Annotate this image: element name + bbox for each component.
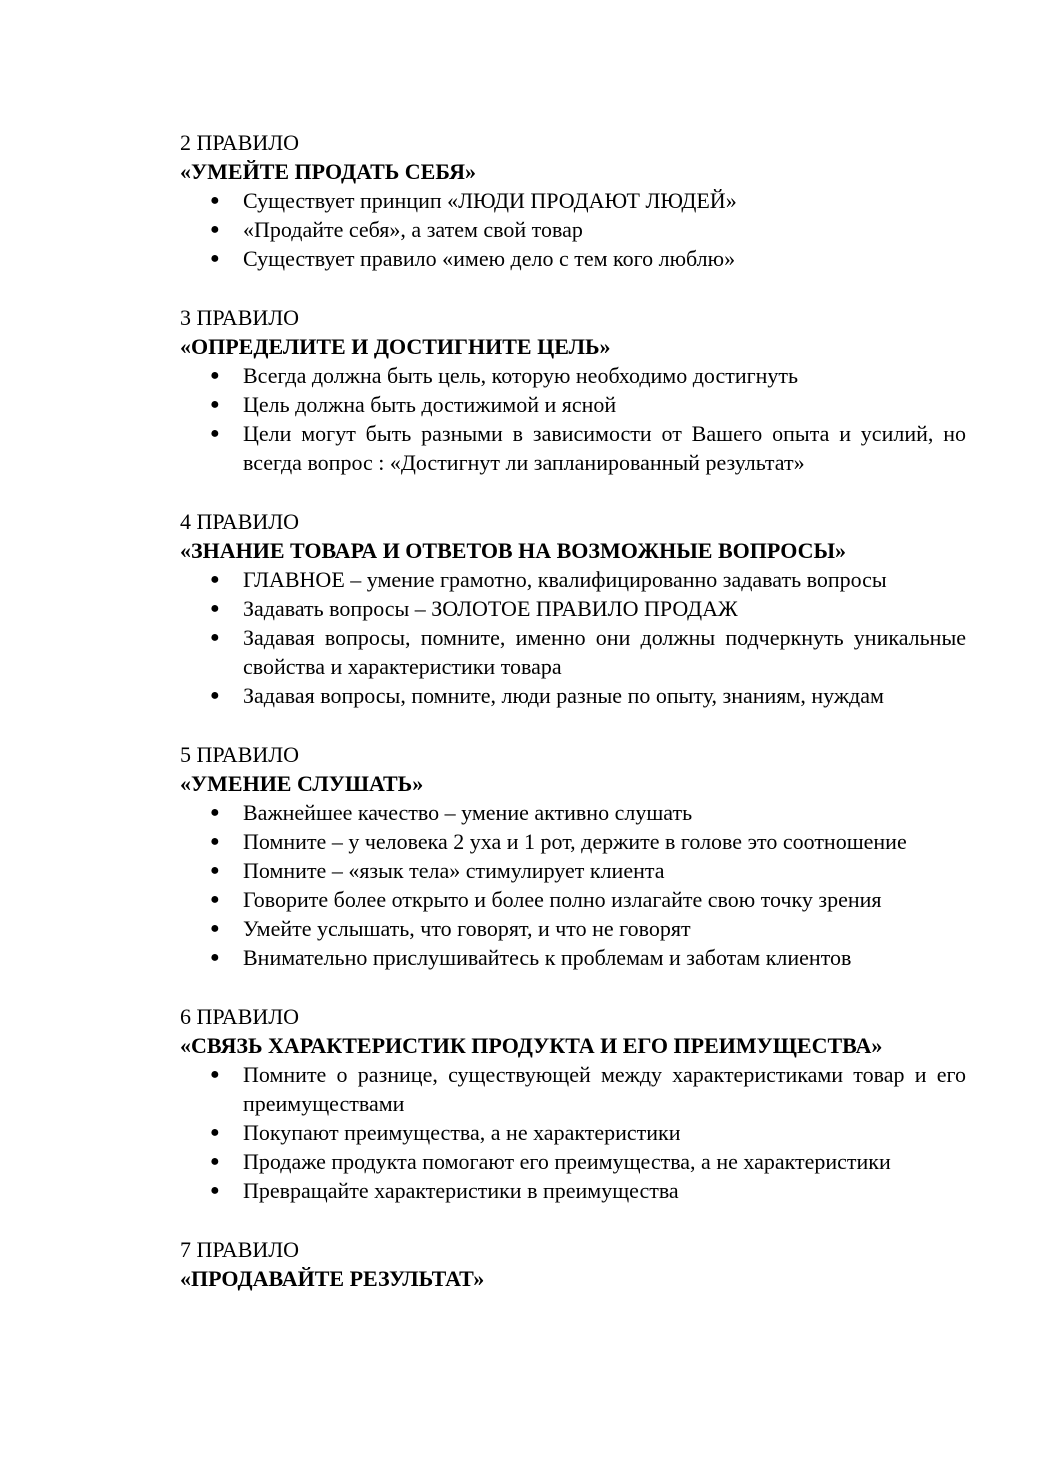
rule-title: «ОПРЕДЕЛИТЕ И ДОСТИГНИТЕ ЦЕЛЬ» — [180, 334, 611, 359]
rule-number: 5 ПРАВИЛО — [180, 742, 300, 767]
list-item: ● Задавая вопросы, помните, люди разные по опыту, знаниям, нуждам — [210, 683, 884, 708]
list-item: ● Покупают преимущества, а не характеристики — [210, 1120, 681, 1145]
bullet-icon: ● — [210, 221, 220, 238]
list-item: ● Важнейшее качество – умение активно слушать — [210, 800, 693, 825]
list-item: ● Внимательно прислушивайтесь к проблемам и заботам клиентов — [210, 945, 852, 970]
bullet-icon: ● — [210, 1153, 220, 1170]
bullet-icon: ● — [210, 425, 220, 442]
list-item: ● Цель должна быть достижимой и ясной — [210, 392, 617, 417]
list-item: ● Помните – у человека 2 уха и 1 рот, держите в голове это соотношение — [210, 829, 907, 854]
rule-2 — [180, 128, 966, 273]
rule-number: 7 ПРАВИЛО — [180, 1237, 300, 1262]
list-item: ● Задавая вопросы, помните, именно они должны подчеркнуть уникальные свойства и характеристики товара — [210, 625, 966, 679]
list-item: ● Говорите более открыто и более полно излагайте свою точку зрения — [210, 887, 882, 912]
bullet-icon: ● — [210, 833, 220, 850]
bullet-icon: ● — [210, 629, 220, 646]
bullet-icon: ● — [210, 367, 220, 384]
rule-title: «УМЕНИЕ СЛУШАТЬ» — [180, 771, 424, 796]
bullet-icon: ● — [210, 804, 220, 821]
rule-6 — [180, 1002, 966, 1205]
list-item: ● Существует принцип «ЛЮДИ ПРОДАЮТ ЛЮДЕЙ» — [210, 188, 737, 213]
rule-3 — [180, 303, 966, 477]
bullet-list — [180, 1060, 966, 1205]
bullet-list — [180, 186, 966, 273]
rule-title: «ЗНАНИЕ ТОВАРА И ОТВЕТОВ НА ВОЗМОЖНЫЕ ВОПРОСЫ» — [180, 538, 847, 563]
rule-number: 2 ПРАВИЛО — [180, 130, 300, 155]
rule-title: «ПРОДАВАЙТЕ РЕЗУЛЬТАТ» — [180, 1266, 485, 1291]
bullet-icon: ● — [210, 1124, 220, 1141]
rule-5 — [180, 740, 966, 972]
bullet-icon: ● — [210, 862, 220, 879]
list-item: ● Цели могут быть разными в зависимости от Вашего опыта и усилий, но всегда вопрос : «Достигнут ли запланированный результат» — [210, 421, 966, 475]
bullet-icon: ● — [210, 949, 220, 966]
bullet-icon: ● — [210, 600, 220, 617]
bullet-list — [180, 361, 966, 477]
bullet-icon: ● — [210, 687, 220, 704]
list-item: ● Помните о разнице, существующей между характеристиками товар и его преимуществами — [210, 1062, 966, 1116]
list-item: ● «Продайте себя», а затем свой товар — [210, 217, 583, 242]
rule-7 — [180, 1235, 966, 1293]
bullet-icon: ● — [210, 920, 220, 937]
bullet-icon: ● — [210, 192, 220, 209]
rule-number: 4 ПРАВИЛО — [180, 509, 300, 534]
list-item: ● Всегда должна быть цель, которую необходимо достигнуть — [210, 363, 799, 388]
list-item: ● Существует правило «имею дело с тем кого люблю» — [210, 246, 736, 271]
rule-title: «УМЕЙТЕ ПРОДАТЬ СЕБЯ» — [180, 159, 477, 184]
bullet-icon: ● — [210, 891, 220, 908]
bullet-icon: ● — [210, 1066, 220, 1083]
bullet-list — [180, 798, 966, 972]
bullet-icon: ● — [210, 250, 220, 267]
bullet-icon: ● — [210, 571, 220, 588]
bullet-list — [180, 565, 966, 710]
list-item: ● Умейте услышать, что говорят, и что не говорят — [210, 916, 691, 941]
rule-4 — [180, 507, 966, 710]
list-item: ● Превращайте характеристики в преимущества — [210, 1178, 679, 1203]
list-item: ● Помните – «язык тела» стимулирует клиента — [210, 858, 665, 883]
list-item: ● Продаже продукта помогают его преимущества, а не характеристики — [210, 1149, 891, 1174]
document-page — [180, 128, 966, 1323]
list-item: ● ГЛАВНОЕ – умение грамотно, квалифицированно задавать вопросы — [210, 567, 887, 592]
list-item: ● Задавать вопросы – ЗОЛОТОЕ ПРАВИЛО ПРОДАЖ — [210, 596, 738, 621]
rule-number: 6 ПРАВИЛО — [180, 1004, 300, 1029]
bullet-icon: ● — [210, 396, 220, 413]
rule-title: «СВЯЗЬ ХАРАКТЕРИСТИК ПРОДУКТА И ЕГО ПРЕИМУЩЕСТВА» — [180, 1033, 883, 1058]
rule-number: 3 ПРАВИЛО — [180, 305, 300, 330]
bullet-icon: ● — [210, 1182, 220, 1199]
